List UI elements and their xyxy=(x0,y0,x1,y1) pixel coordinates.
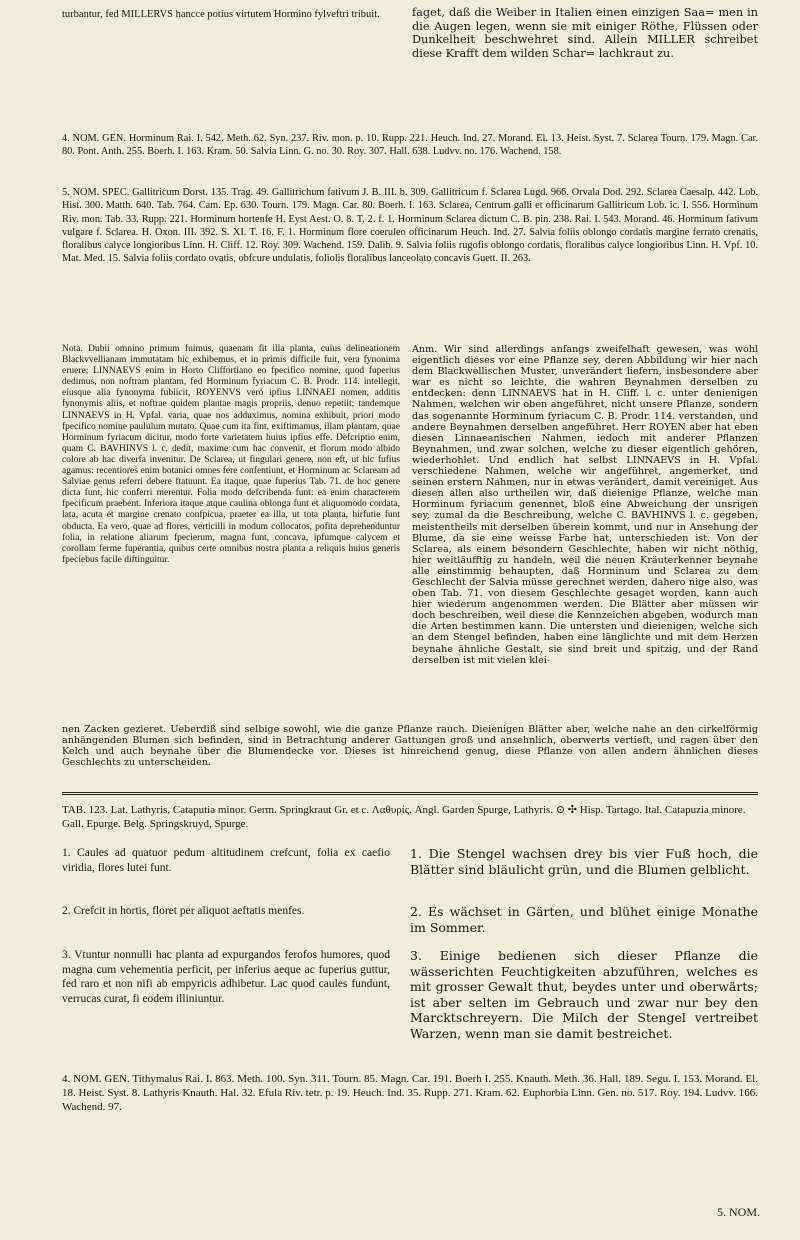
catchword: 5. NOM. xyxy=(716,1205,760,1219)
item-1-latin: 1. Caules ad quatuor pedum altitudinem crefcunt, folia ex caefio viridia, flores lutei funt. xyxy=(62,847,390,874)
nom-gen-paragraph: 4. NOM. GEN. Horminum Rai. I. 542. Meth. 62. Syn. 237. Riv. mon. p. 10. Rupp. 221. Heuch. Ind. 27. Morand. El. 13. Heist. Syst. 7. Sclarea Tourn. 179. Magn. Car. 80. Pont. Anth. 255. Boerh. I. 163. Kram. 50. Salvia Linn. G. no. 30. Roy. 307. Hall. 638. Ludvv. no. 176. Wachend. 158. xyxy=(62,133,758,158)
tab-header: TAB. 123. Lat. Lathyris, Cataputia minor. Germ. Springkraut Gr. et c. Λαθυρίς. Angl. Garden Spurge, Lathyris. ⊙ ✣ Hisp. Tartago. Ital. Catapuzia minore. Gall. Epurge. Belg. Springskruyd, Spurge. xyxy=(62,804,746,830)
top-german-text: faget, daß die Weiber in Italien einen einzigen Saa= men in die Augen legen, wenn sie mit einiger Röthe, Flüssen oder Dunkelheit beschwehret sind. Allein MILLER schreibet diese Krafft dem wilden Schar= lachkraut zu. xyxy=(412,6,758,60)
section-divider xyxy=(62,792,758,795)
nota-german-tail: nen Zacken gezieret. Ueberdiß sind selbige sowohl, wie die ganze Pflanze rauch. Dieienigen Blätter aber, welche nahe an den cirkelförmig anhängenden Blumen sich befinden, sind in Betrachtung anderer Gattungen groß und ansehnlich, oberwerts vertieft, und ragen über den Kelch und auch beynahe über die Blumendecke vor. Dieses ist hinreichend genug, diese Pflanze von allen andern ähnlichen dieses Geschlechts zu unterscheiden. xyxy=(62,724,758,769)
nota-latin: Nota. Dubii omnino primum fuimus, quaenam fit illa planta, cuius delineationem Blackvvellianam immutatam hic exhibemus, et in primis difficile fuit, vera fynonima eruere; LINNAEVS enim in Horto Cliffortiano eo fpecifico nomine, quod fuperius dedimus, non noftram plantam, fed Horminum fyriacum C. B. Prodr. 114. intellegit, eiusque alia fynonyma fubiicit, ROYENVS veró ipfius LINNAEI nomen, additis fynonymis aliis, et noftrae quidem plantae magis propriis, denuo repetiit; tandemque LINNAEVS in H. Vpfal. varia, quae nos adduximus, nomina exhibuit, priori modo fpecifico nomine paululum mutato. Quae cum ita fint, exiftimamus, illam plantam, quae Horminum fyriacum dicitur, modo forte varietatem huius ipfius effe. Defcriptio enim, quam C. BAVHINVS l. c. dedit, maxime cum hac convenit, et florum modo albido colore ab hac diverfa invenitur. De Sclarea, ut fingulari genere, non eft, ut hic fufius agamus: recentiores enim botanici omnes fere confentiunt, et Horminum ac Sclaream ad Salviae genus referri debere ftatuunt. Ea itaque, quae fuperius Tab. 71. de hoc genere dicta funt, hic conferri merentur. Folia modo defcribenda funt: ea enim characterem fpecificum praebent. Inferiora itaque atque caulina oblonga funt et aliquomodo cordata, lata, acuta et margine crenato confpicua, praeter ea illa, ut tota planta, hirfutie funt obducta. Ea vero, quae ad flores, verticilli in modum collocatos, pofita deprehenduntur folia, in relatione aliarum fpecierum, magna funt, concava, ipfumque calycem et corollam ferme fuperantia, quibus certe omnibus nostra planta a reliquis huius generis fpeciebus facile diftinguitur. xyxy=(62,344,400,565)
item-3-latin: 3. Vtuntur nonnulli hac planta ad expurgandos ferofos humores, quod magna cum vehementia perficit, per inferius aeque ac fuperius guttur, fed raro et non nifi ab empyricis adhibetur. Lac quod caules fundunt, verrucas curat, fi eodem illiniuntur. xyxy=(62,949,390,1005)
item-2-latin: 2. Crefcit in hortis, floret per aliquot aeftatis menfes. xyxy=(62,905,305,917)
nota-german: Anm. Wir sind allerdings anfangs zweifelhaft gewesen, was wohl eigentlich dieses vor eine Pflanze sey, deren Abbildung wir hier nach dem Blackwellischen Muster, unverändert liefern, insbesondere aber war es nicht so leichte, die wahren Beynahmen derselben zu entdecken: denn LINNAEVS hat in H. Cliff. l. c. unter denienigen Nahmen, welchen wir oben angeführet, nicht unsere Pflanze, sondern das sogenannte Horminum fyriacum C. B. Prodr. 114. verstanden, und andere Beynahmen derselben angeführet. Herr ROYEN aber hat eben diesen Linnaeanischen Nahmen, iedoch mit anderer Pflanzen Beynahmen, und zwar solchen, welche zu dieser eigentlich gehören, wiederhohlet. Und endlich hat selbst LINNAEVS in H. Vpfal. verschiedene Nahmen, welche wir angeführet, angemerket, und seinen erstern Nahmen, nur in etwas verändert, damit vereiniget. Aus diesen allen also urtheilen wir, daß dieienige Pflanze, welche man Horminum fyriacum genennet, bloß eine Abweichung der unsrigen sey, zumal da die Beschreibung, welche C. BAVHINVS l. c. gegeben, meistentheils mit derselben überein kommt, und nur in Ansehung der Blume, da sie eine weisse Farbe hat, unterschieden ist. Von der Sclarea, als einem besondern Geschlechte, haben wir nicht nöthig, hier weitläufftig zu handeln, weil die neuen Kräuterkenner beynahe alle einstimmig behaupten, daß Horminum und Sclarea zu dem Geschlecht der Salvia müsse gerechnet werden, dahero nige also, was oben Tab. 71. von diesem Geschlechte gesaget worden, kann auch hier wiederum angenommen werden. Die Blätter aber müssen wir doch beschreiben, weil diese die Kennzeichen abgeben, wodurch man die Arten bestimmen kann. Die untersten und dieienigen, welche sich an dem Stengel befinden, haben eine länglichte und mit dem Herzen beynahe ähnliche Gestalt, sie sind breit und spitzig, und der Rand derselben ist mit vielen klei- xyxy=(412,344,758,666)
item-2-german: 2. Es wächset in Gärten, und blühet einige Monathe im Sommer. xyxy=(410,904,758,935)
tab-nom-gen: 4. NOM. GEN. Tithymalus Rai. I. 863. Meth. 100. Syn. 311. Tourn. 85. Magn. Car. 191. Boerh I. 255. Knauth. Meth. 36. Hall. 189. Segu. I. 153. Morand. El. 18. Heist. Syst. 8. Lathyris Knauth. Hal. 32. Efula Riv. tetr. p. 19. Heuch. Ind. 35. Rupp. 271. Kram. 62. Euphorbia Linn. Gen. no. 517. Roy. 194. Ludvv. 166. Wachend. 97. xyxy=(62,1073,758,1114)
nom-spec-paragraph: 5. NOM. SPEC. Gallitricum Dorst. 135. Trag. 49. Gallitrichum fativum J. B. III. b. 309. Gallitricum f. Sclarea Lugd. 966. Orvala Dod. 292. Sclarea Caesalp. 442. Lob. Hist. 300. Matth. 640. Tab. 764. Cam. Ep. 630. Tourn. 179. Magn. Car. 80. Boerh. I. 163. Sclarea, Centrum galli et officinarum Gallitricum Lob. ic. I. 556. Horminum Riv. mon. Tab. 33. Rupp. 221. Horminum hortenfe H. Eyst Aest. O. 8. T. 2. f. 1. Horminum Sclarea dictum C. B. pin. 238. Rai. I. 543. Morand. 46. Horminum fativum vulgare f. Sclarea. H. Oxon. III. 392. S. XI. T. 16. F. 1. Horminum flore coeruleo officinarum Heuch. Ind. 27. Salvia foliis oblongo cordatis margine ferrato crenatis, floralibus calyce longioribus Linn. H. Cliff. 12. Roy. 309. Wachend. 159. Dalib. 9. Salvia foliis rugofis oblongo cordatis, floralibus calyce longioribus Linn. H. Vpf. 10. Mat. Med. 15. Salvia foliis cordato ovatis, obfcure undulatis, foliolis floralibus lanceolato concavis Guett. II. 263. xyxy=(62,187,758,265)
item-3-german: 3. Einige bedienen sich dieser Pflanze die wässerichten Feuchtigkeiten abzuführen, welches es mit grosser Gewalt thut, beydes unter und oberwärts; ist aber selten im Gebrauch und zwar nur bey den Marcktschreyern. Die Milch der Stengel vertreibet Warzen, wenn man sie damit bestreichet. xyxy=(410,948,758,1041)
item-1-german: 1. Die Stengel wachsen drey bis vier Fuß hoch, die Blätter sind bläulicht grün, und die Blumen gelblicht. xyxy=(410,846,758,877)
top-latin-text: turbantur, fed MILLERVS hancce potius virtutem Hormino fylveftri tribuit. xyxy=(62,9,380,20)
